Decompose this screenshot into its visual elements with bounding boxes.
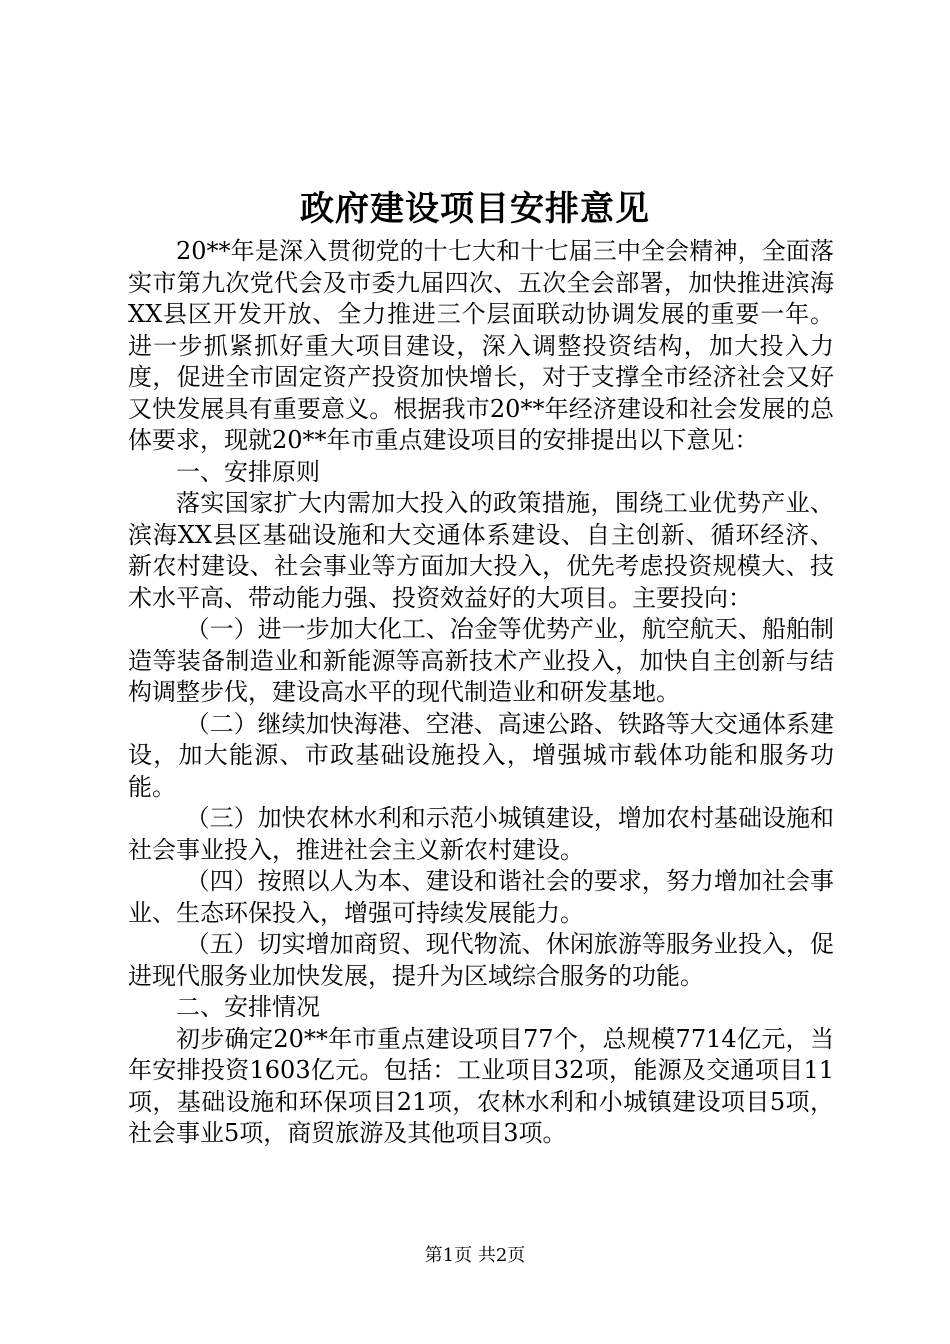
principle-paragraph: 落实国家扩大内需加大投入的政策措施，围绕工业优势产业、滨海XX县区基础设施和大交通体系建设、自主创新、循环经济、新农村建设、社会事业等方面加大投入，优先考虑投资规模大、技术水平高、带动能力强、投资效益好的大项目。主要投向： — [128, 489, 834, 612]
page-footer: 第1页 共2页 — [424, 1245, 526, 1266]
document-body — [128, 236, 834, 1150]
section-heading-situation: 二、安排情况 — [176, 993, 320, 1021]
list-item-4: （四）按照以人为本、建设和谐社会的要求，努力增加社会事业、生态环保投入，增强可持续发展能力。 — [128, 867, 834, 927]
intro-paragraph: 20**年是深入贯彻党的十七大和十七届三中全会精神，全面落实市第九次党代会及市委九届四次、五次全会部署，加快推进滨海XX县区开发开放、全力推进三个层面联动协调发展的重要一年。进一步抓紧抓好重大项目建设，深入调整投资结构，加大投入力度，促进全市固定资产投资加快增长，对于支撑全市经济社会又好又快发展具有重要意义。根据我市20**年经济建设和社会发展的总体要求，现就20**年市重点建设项目的安排提出以下意见： — [128, 237, 834, 454]
list-item-3: （三）加快农林水利和示范小城镇建设，增加农村基础设施和社会事业投入，推进社会主义新农村建设。 — [128, 804, 834, 864]
document-title: 政府建设项目安排意见 — [300, 189, 650, 229]
situation-paragraph: 初步确定20**年市重点建设项目77个，总规模7714亿元，当年安排投资1603亿元。包括：工业项目32项，能源及交通项目11项，基础设施和环保项目21项，农林水利和小城镇建设项目5项，社会事业5项，商贸旅游及其他项目3项。 — [128, 1024, 834, 1147]
list-item-5: （五）切实增加商贸、现代物流、休闲旅游等服务业投入，促进现代服务业加快发展，提升为区域综合服务的功能。 — [128, 930, 834, 990]
list-item-1: （一）进一步加大化工、冶金等优势产业，航空航天、船舶制造等装备制造业和新能源等高新技术产业投入，加快自主创新与结构调整步伐，建设高水平的现代制造业和研发基地。 — [128, 615, 834, 706]
list-item-2: （二）继续加快海港、空港、高速公路、铁路等大交通体系建设，加大能源、市政基础设施投入，增强城市载体功能和服务功能。 — [128, 709, 834, 801]
section-heading-principles: 一、安排原则 — [176, 457, 320, 486]
